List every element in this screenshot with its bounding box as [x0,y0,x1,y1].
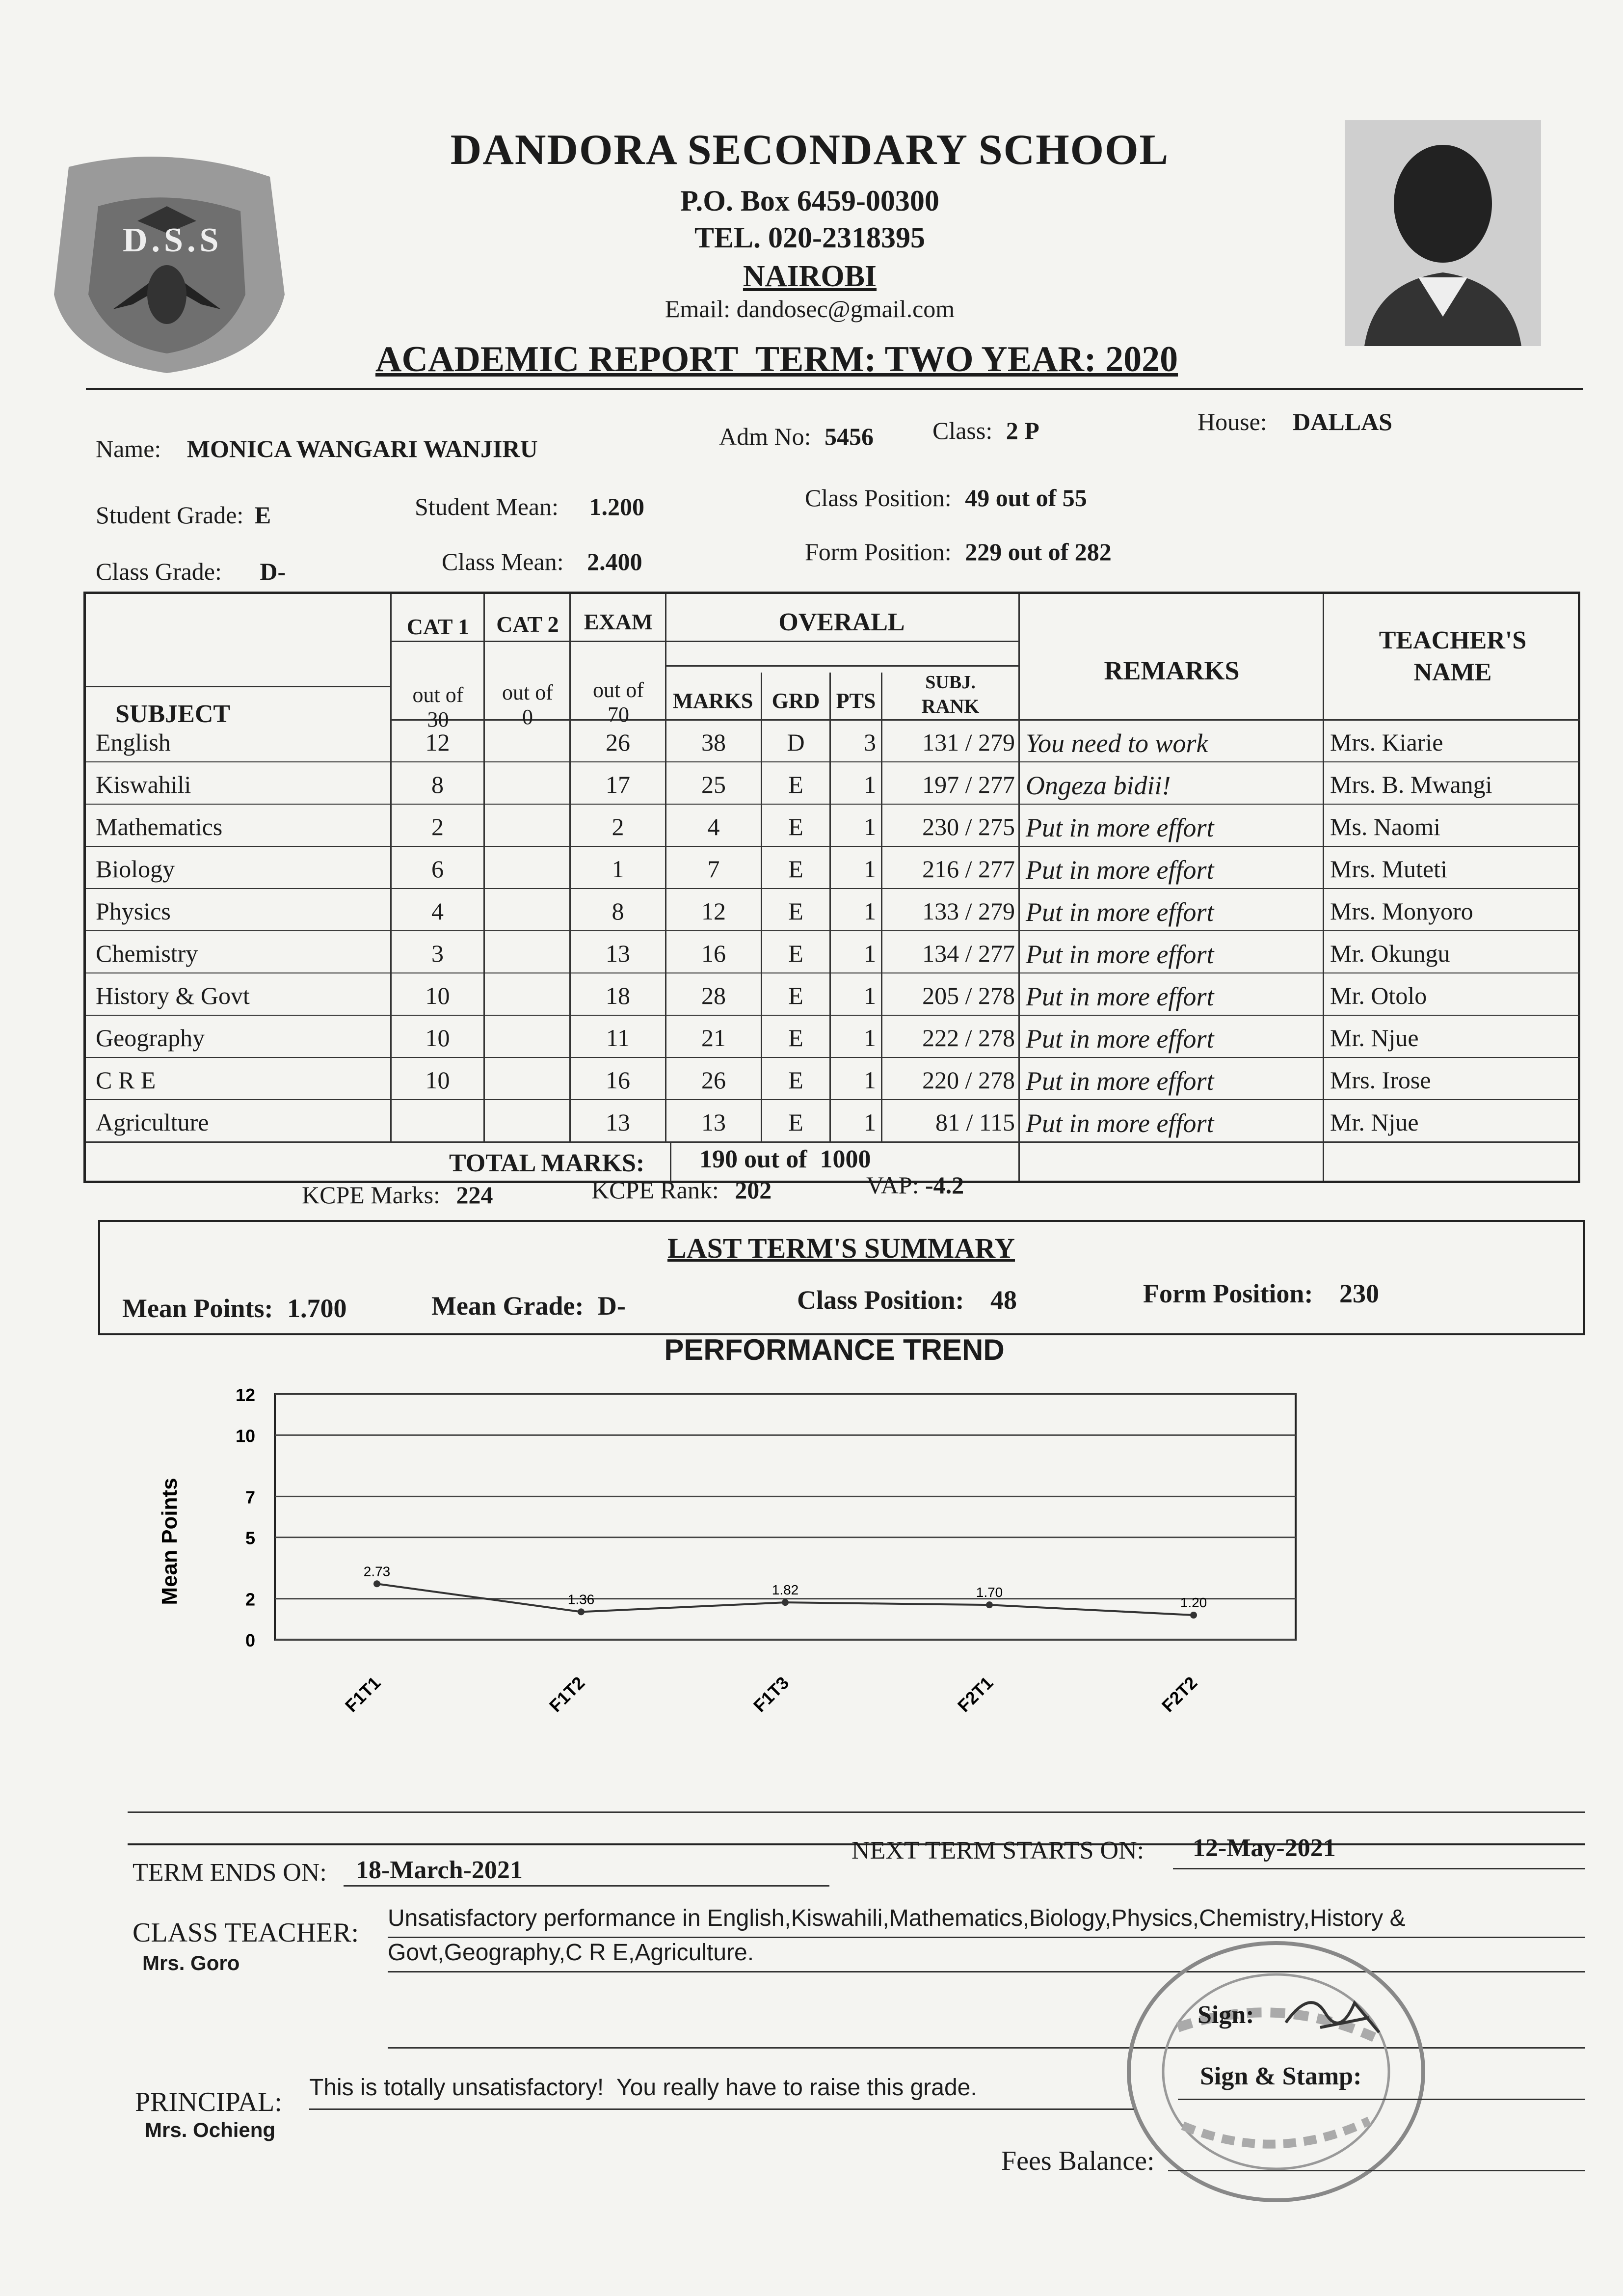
class-teacher-comment-1: Unsatisfactory performance in English,Kiswahili,Mathematics,Biology,Physics,Chemistry,History & [388,1905,1406,1931]
class-position-label: Class Position: [805,484,952,512]
cell-exam: 8 [612,897,624,925]
student-mean-label: Student Mean: [415,493,559,520]
school-po-box: P.O. Box 6459-00300 [680,185,939,217]
cell-exam: 16 [606,1066,630,1094]
cell-subject: Physics [96,897,171,925]
header-pts: PTS [836,689,876,713]
cell-marks: 4 [707,813,720,840]
vap: -4.2 [925,1171,964,1199]
vap-label: VAP: [866,1171,919,1199]
cell-marks: 13 [701,1108,726,1136]
cell-marks: 16 [701,940,726,967]
cell-teacher: Mr. Otolo [1330,982,1427,1009]
header-exam-max: 70 [608,702,629,727]
header-rank-2: RANK [921,695,980,717]
cell-exam: 26 [606,729,630,756]
y-tick-label: 12 [235,1385,255,1405]
signature [1281,1983,1389,2045]
class-position: 49 out of 55 [965,484,1087,512]
cell-subject: Chemistry [96,940,198,967]
report-title: ACADEMIC REPORT TERM: TWO YEAR: 2020 [375,339,1178,379]
last-form-position: 230 [1339,1279,1379,1308]
cell-remark: Ongeza bidii! [1026,771,1171,800]
cell-subject: Mathematics [96,813,223,840]
cell-exam: 2 [612,813,624,840]
header-cat2-out: out of [502,680,553,704]
class-label: Class: [932,417,993,444]
kcpe-marks: 224 [456,1181,493,1209]
performance-trend-chart [137,1375,1340,1728]
last-form-position-label: Form Position: [1143,1279,1313,1308]
cell-marks: 7 [707,855,720,883]
class-teacher-label: CLASS TEACHER: [133,1918,359,1948]
sign-label: Sign: [1197,2001,1254,2029]
cell-remark: You need to work [1026,729,1208,758]
x-tick-label: F2T1 [953,1672,997,1716]
cell-marks: 12 [701,897,726,925]
kcpe-rank: 202 [735,1176,772,1204]
fees-balance-label: Fees Balance: [1001,2146,1155,2176]
cell-teacher: Mr. Njue [1330,1108,1419,1136]
cell-exam: 13 [606,940,630,967]
student-photo [1345,120,1541,346]
cell-pts: 1 [864,771,876,798]
cell-rank: 205 / 278 [922,982,1015,1009]
cell-exam: 18 [606,982,630,1009]
header-cat1: CAT 1 [406,614,470,639]
cell-pts: 1 [864,897,876,925]
adm-number: 5456 [825,423,874,450]
header-rank-1: SUBJ. [925,672,976,693]
header-divider [86,388,1583,390]
class-grade-label: Class Grade: [96,558,222,585]
cell-rank: 133 / 279 [922,897,1015,925]
cell-grd: E [788,1108,803,1136]
cell-cat1: 12 [425,729,450,756]
data-label: 2.73 [363,1564,391,1579]
data-point [373,1580,380,1587]
cell-teacher: Mr. Njue [1330,1024,1419,1052]
cell-remark: Put in more effort [1026,982,1214,1011]
cell-cat1: 6 [431,855,444,883]
data-point [782,1599,789,1606]
sign-stamp-label: Sign & Stamp: [1200,2062,1362,2090]
cell-marks: 28 [701,982,726,1009]
cell-remark: Put in more effort [1026,1024,1214,1053]
cell-grd: E [788,982,803,1009]
cell-teacher: Mrs. Monyoro [1330,897,1473,925]
cell-teacher: Ms. Naomi [1330,813,1440,840]
term-ends-date: 18-March-2021 [356,1856,523,1884]
form-position: 229 out of 282 [965,538,1112,566]
data-point [986,1601,993,1608]
mean-grade: D- [597,1291,626,1321]
marks-table [83,592,1580,1183]
cell-pts: 3 [864,729,876,756]
adm-label: Adm No: [719,423,811,450]
cell-rank: 81 / 115 [935,1108,1015,1136]
class-teacher-comment-2: Govt,Geography,C R E,Agriculture. [388,1940,754,1966]
cell-remark: Put in more effort [1026,813,1214,842]
name-label: Name: [96,435,161,462]
school-city: NAIROBI [743,260,877,293]
cell-subject: Agriculture [96,1108,209,1136]
cell-exam: 1 [612,855,624,883]
principal-name: Mrs. Ochieng [145,2118,276,2141]
y-tick-label: 0 [245,1630,255,1650]
cell-teacher: Mrs. Irose [1330,1066,1431,1094]
cell-rank: 134 / 277 [922,940,1015,967]
class-mean: 2.400 [587,548,642,575]
cell-pts: 1 [864,855,876,883]
cell-rank: 197 / 277 [922,771,1015,798]
cell-grd: E [788,1066,803,1094]
kcpe-marks-label: KCPE Marks: [302,1181,440,1209]
cell-grd: E [788,1024,803,1052]
cell-remark: Put in more effort [1026,855,1214,885]
cell-pts: 1 [864,982,876,1009]
cell-exam: 11 [606,1024,630,1052]
last-term-summary [98,1220,1585,1335]
cell-pts: 1 [864,940,876,967]
cell-rank: 216 / 277 [922,855,1015,883]
next-term-date: 12-May-2021 [1193,1834,1336,1862]
school-name: DANDORA SECONDARY SCHOOL [450,126,1170,174]
cell-subject: Kiswahili [96,771,191,798]
mean-points-label: Mean Points: [122,1294,273,1323]
data-label: 1.82 [772,1582,799,1598]
cell-cat1: 10 [425,1066,450,1094]
header-marks: MARKS [672,689,753,713]
last-class-position-label: Class Position: [797,1285,964,1315]
header-teacher-2: NAME [1413,658,1492,686]
cell-teacher: Mr. Okungu [1330,940,1450,967]
header-grd: GRD [772,689,820,713]
cell-pts: 1 [864,1108,876,1136]
cell-rank: 131 / 279 [922,729,1015,756]
header-exam: EXAM [584,609,653,634]
cell-subject: Biology [96,855,175,883]
cell-grd: D [787,729,805,756]
cell-pts: 1 [864,1024,876,1052]
student-mean: 1.200 [589,493,645,520]
y-tick-label: 5 [245,1528,255,1548]
student-grade-label: Student Grade: [96,501,244,529]
cell-pts: 1 [864,1066,876,1094]
principal-comment: This is totally unsatisfactory! You really have to raise this grade. [309,2075,977,2101]
y-tick-label: 2 [245,1589,255,1610]
header-overall: OVERALL [778,608,905,636]
chart-title: PERFORMANCE TREND [664,1333,1005,1366]
class-mean-label: Class Mean: [442,548,564,575]
school-tel: TEL. 020-2318395 [694,221,926,254]
footer-divider-top [128,1811,1585,1813]
principal-label: PRINCIPAL: [135,2087,282,2117]
class-grade: D- [260,558,286,585]
house-label: House: [1197,408,1267,435]
y-tick-label: 10 [235,1426,255,1446]
cell-teacher: Mrs. B. Mwangi [1330,771,1492,798]
cell-grd: E [788,855,803,883]
cell-marks: 21 [701,1024,726,1052]
cell-remark: Put in more effort [1026,940,1214,969]
next-term-label: NEXT TERM STARTS ON: [851,1837,1144,1864]
cell-exam: 17 [606,771,630,798]
x-tick-label: F2T2 [1157,1672,1201,1716]
student-class: 2 P [1006,417,1039,444]
cell-grd: E [788,813,803,840]
mean-grade-label: Mean Grade: [431,1291,584,1321]
cell-grd: E [788,897,803,925]
cell-remark: Put in more effort [1026,1066,1214,1096]
student-name: MONICA WANGARI WANJIRU [186,435,538,462]
header-teacher-1: TEACHER'S [1379,626,1527,654]
x-tick-label: F1T1 [341,1672,385,1716]
cell-cat1: 8 [431,771,444,798]
cell-teacher: Mrs. Muteti [1330,855,1447,883]
y-tick-label: 7 [245,1487,255,1508]
student-grade: E [254,501,271,529]
header-cat1-out: out of [412,683,464,707]
header-remarks: REMARKS [1104,656,1240,685]
cell-subject: English [96,729,171,756]
data-label: 1.70 [976,1585,1003,1600]
cell-subject: History & Govt [96,982,250,1009]
data-point [1190,1612,1197,1619]
header-cat2: CAT 2 [496,612,559,637]
school-logo [39,147,294,378]
logo-text: D.S.S [123,221,223,259]
cell-exam: 13 [606,1108,630,1136]
cell-cat1: 4 [431,897,444,925]
header-cat1-max: 30 [427,707,449,731]
cell-cat1: 10 [425,982,450,1009]
class-teacher-name: Mrs. Goro [142,1951,240,1974]
last-class-position: 48 [990,1285,1017,1315]
data-point [578,1608,585,1615]
cell-cat1: 3 [431,940,444,967]
cell-subject: Geography [96,1024,205,1052]
y-axis-label: Mean Points [158,1478,182,1605]
cell-rank: 222 / 278 [922,1024,1015,1052]
mean-points: 1.700 [287,1294,347,1323]
term-ends-label: TERM ENDS ON: [133,1859,327,1887]
cell-subject: C R E [96,1066,156,1094]
cell-cat1: 2 [431,813,444,840]
cell-marks: 26 [701,1066,726,1094]
x-tick-label: F1T2 [545,1672,589,1716]
header-subject: SUBJECT [115,700,231,728]
total-marks-label: TOTAL MARKS: [449,1149,645,1177]
x-tick-label: F1T3 [749,1672,793,1716]
data-label: 1.36 [567,1592,595,1607]
header-exam-out: out of [593,678,644,702]
data-label: 1.20 [1180,1595,1207,1610]
total-marks: 190 out of 1000 [699,1145,871,1173]
cell-grd: E [788,940,803,967]
header-cat2-max: 0 [522,705,533,729]
cell-grd: E [788,771,803,798]
kcpe-rank-label: KCPE Rank: [591,1176,719,1204]
cell-teacher: Mrs. Kiarie [1330,729,1443,756]
cell-remark: Put in more effort [1026,897,1214,927]
cell-marks: 38 [701,729,726,756]
last-term-title: LAST TERM'S SUMMARY [667,1232,1015,1264]
cell-rank: 230 / 275 [922,813,1015,840]
form-position-label: Form Position: [805,538,952,566]
cell-rank: 220 / 278 [922,1066,1015,1094]
cell-cat1: 10 [425,1024,450,1052]
cell-pts: 1 [864,813,876,840]
school-email: Email: dandosec@gmail.com [665,295,955,323]
cell-marks: 25 [701,771,726,798]
student-house: DALLAS [1293,408,1392,435]
cell-remark: Put in more effort [1026,1108,1214,1138]
